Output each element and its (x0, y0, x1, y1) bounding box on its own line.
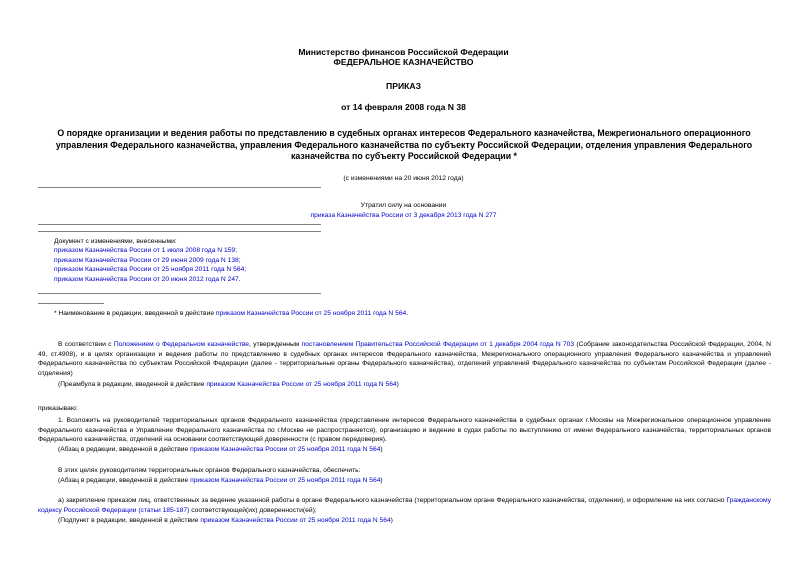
ministry-name: Министерство финансов Российской Федерации (298, 47, 509, 57)
amendments-block (54, 237, 554, 284)
note-text: (Абзац в редакции, введенной в действие (58, 446, 191, 453)
government-decree-link[interactable]: постановлением Правительства Российской Федерации от 1 декабря 2004 года N 703 (301, 341, 575, 348)
preamble-note (38, 380, 771, 390)
footnote-text: * Наименование в редакции, введенной в действие (54, 310, 216, 317)
doc-type: ПРИКАЗ (386, 81, 421, 91)
doc-title-line: казначейства по субъекту Российской Федерации * (291, 151, 517, 161)
expired-label: Утратил силу на основании (360, 202, 447, 209)
paragraph-text: а) закрепление приказом лиц, ответственных за ведение указанной работы в органе Федерального казначейства (территориальном органе Федерального казначейства, отделении), и оформление на них согласно (58, 497, 727, 504)
note-text: (Абзац в редакции, введенной в действие (58, 477, 191, 484)
note-text: ) (380, 446, 383, 453)
divider (38, 293, 321, 294)
expired-order-link[interactable]: приказа Казначейства России от 3 декабря 2013 года N 277 (310, 212, 497, 219)
expired-container (0, 211, 807, 220)
paragraph-text: соответствующей(их) доверенности(ей); (189, 506, 317, 514)
amendment-order-link[interactable]: приказом Казначейства России от 25 ноября 2011 года N 564 (190, 477, 381, 484)
agency-name: ФЕДЕРАЛЬНОЕ КАЗНАЧЕЙСТВО (333, 57, 474, 67)
preamble-text: , утвержденным (249, 341, 302, 348)
doc-title (24, 128, 784, 163)
paragraph-2 (38, 466, 771, 476)
paragraph-text: 1. Возложить на руководителей территориальных органов Федерального казначейства (представление интересов Федерального казначейства в судебных органах г.Москвы на Межрегиональное операционное управление Федерального казначейства и Управление Федерального казначейства по г.Москве не распространяется), организацию и ведение в судах работы по выступлению от имени Федерального казначейства, территориальных органов Федерального казначейства, отделений на основании соответствующей доверенности (с правом передоверия). (38, 417, 771, 443)
footnote-end: . (406, 310, 409, 317)
preamble-paragraph (38, 340, 771, 378)
footnote-link[interactable]: приказом Казначейства России от 25 ноября 2011 года N 564 (215, 310, 407, 317)
subparagraph-a (38, 496, 771, 515)
note-text: ) (380, 477, 383, 484)
subparagraph-a-note (38, 516, 771, 526)
amendment-link[interactable]: приказом Казначейства России от 25 ноября 2011 года N 564; (54, 266, 247, 274)
note-text: (Преамбула в редакции, введенной в действие (58, 381, 207, 388)
amendment-link[interactable]: приказом Казначейства России от 1 июля 2008 года N 159; (54, 247, 237, 255)
amendment-order-link[interactable]: приказом Казначейства России от 25 ноября 2011 года N 564 (206, 381, 397, 388)
amendment-link[interactable]: приказом Казначейства России от 20 июня 2012 года N 247. (54, 275, 241, 283)
preamble-text: В соответствии с (58, 341, 114, 348)
divider (38, 187, 321, 188)
footnote (54, 309, 754, 318)
paragraph-2-note (38, 476, 771, 486)
amendment-order-link[interactable]: приказом Казначейства России от 25 ноября 2011 года N 564 (190, 446, 381, 453)
doc-title-line: О порядке организации и ведения работы по представлению в судебных органах интересов Федерального казначейства, Межрегионального операционного (57, 128, 751, 138)
note-text: (Подпункт в редакции, введенной в действие (58, 517, 201, 524)
changes-note: (с изменениями на 20 июня 2012 года) (343, 175, 464, 182)
paragraph-1 (38, 416, 771, 445)
note-text: ) (390, 517, 393, 524)
paragraph-text: В этих целях руководителям территориальных органов Федерального казначейства, обеспечить: (58, 467, 361, 474)
amendment-link[interactable]: приказом Казначейства России от 29 июня 2009 года N 138; (54, 256, 241, 264)
divider (38, 224, 321, 225)
regulation-link[interactable]: Положением о Федеральном казначействе (113, 341, 250, 348)
civil-code-link[interactable]: Гражданскому кодексу Российской Федерации (статьи 185-187) (38, 497, 771, 514)
order-word: приказываю: (38, 405, 78, 412)
amendment-order-link[interactable]: приказом Казначейства России от 25 ноября 2011 года N 564 (200, 517, 391, 524)
note-text: ) (396, 381, 399, 388)
footnote-divider (38, 303, 104, 304)
divider (38, 231, 321, 232)
preamble-text: (Собрание законодательства Российской Федерации, 2004, N 49, ст.4908), и в целях организации и ведения работы по представлению в судебных органах интересов Федерального казначейства, Межрегионального операционного управления Федерального казначейства и управлений Федерального казначейства по субъектам Российской Федерации (далее - территориальные органы Федерального казначейства), отделений управлений Федерального казначейства по субъектам Российской Федерации (далее - отделения) (38, 341, 771, 377)
doc-date-number: от 14 февраля 2008 года N 38 (341, 102, 466, 112)
paragraph-1-note (38, 445, 771, 455)
doc-title-line: управления Федерального казначейства, управления Федерального казначейства по субъекту Российской Федерации, отделения управления Федерального (55, 139, 753, 150)
amendments-label: Документ с изменениями, внесенными: (54, 238, 177, 245)
